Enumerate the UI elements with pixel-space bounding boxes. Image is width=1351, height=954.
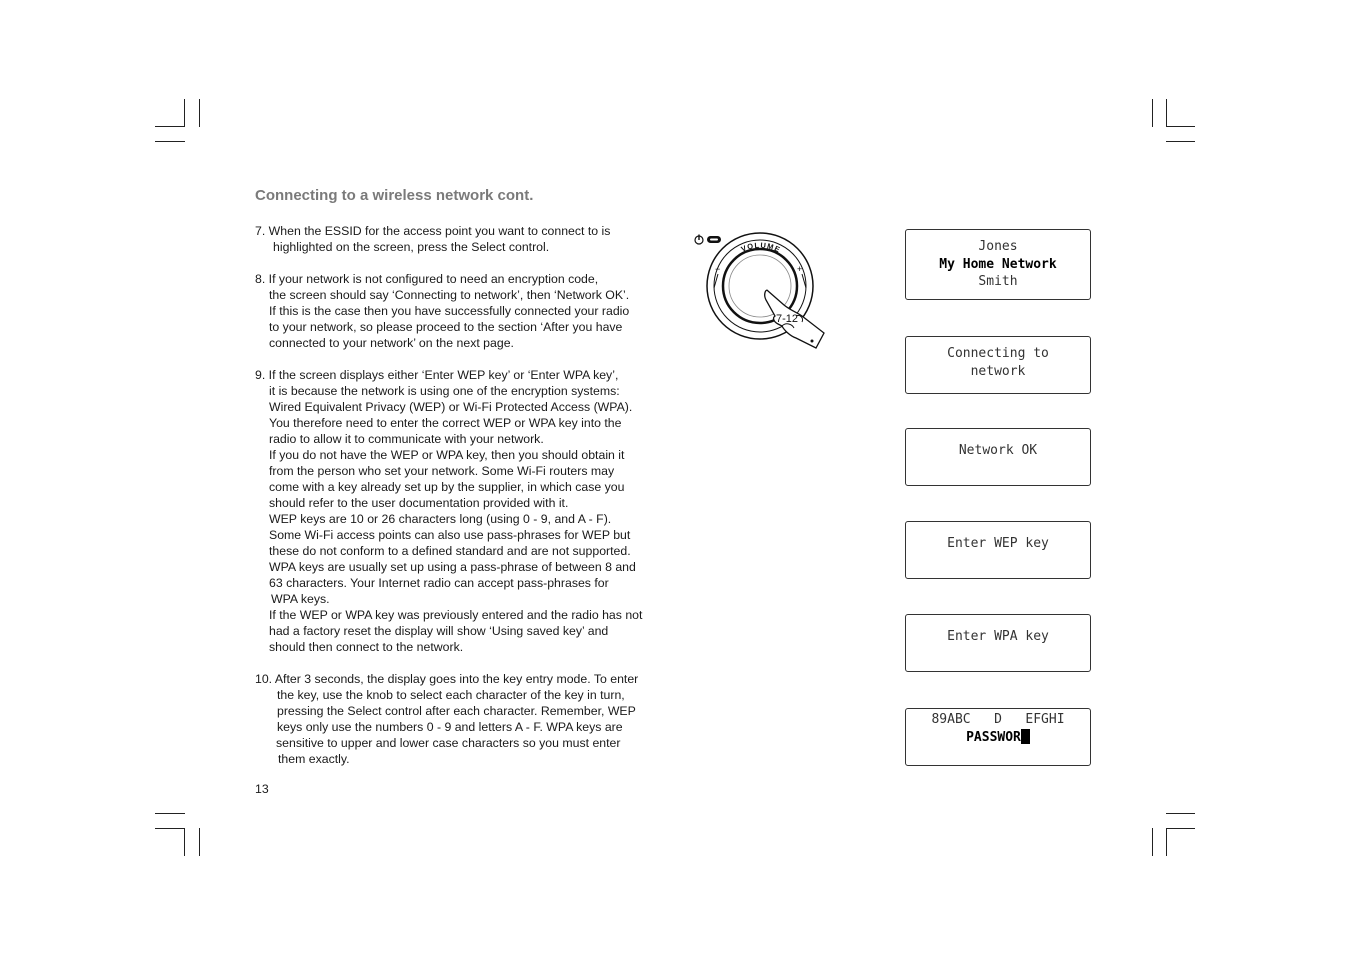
text-line: connected to your network’ on the next page. — [269, 336, 514, 350]
step-7 — [255, 223, 675, 255]
volume-plus-label: + — [797, 264, 803, 274]
page-number: 13 — [255, 782, 269, 796]
text-line: If the WEP or WPA key was previously entered and the radio has not — [269, 608, 643, 622]
text-line: Wired Equivalent Privacy (WEP) or Wi-Fi Protected Access (WPA). — [269, 400, 633, 414]
crop-mark — [1152, 99, 1153, 127]
text-line: If this is the case then you have successfully connected your radio — [269, 304, 630, 318]
text-line: to your network, so please proceed to the section ‘After you have — [269, 320, 623, 334]
crop-mark — [1152, 828, 1153, 856]
text-line: them exactly. — [278, 752, 350, 766]
lcd-key-entry-line — [906, 729, 1090, 747]
lcd-line: network — [970, 363, 1026, 379]
text-line: 10. After 3 seconds, the display goes into the key entry mode. To enter — [255, 672, 639, 686]
crop-mark — [1166, 828, 1167, 856]
lcd-character-selector: 89ABC D EFGHI — [931, 712, 1065, 727]
power-icon — [695, 235, 703, 245]
text-line: 9. If the screen displays either ‘Enter WEP key’ or ‘Enter WPA key’, — [255, 368, 619, 382]
crop-mark — [199, 828, 200, 856]
crop-mark — [155, 126, 185, 127]
text-line: the screen should say ‘Connecting to network’, then ‘Network OK’. — [269, 288, 630, 302]
text-line: should refer to the user documentation provided with it. — [269, 496, 569, 510]
text-line: If you do not have the WEP or WPA key, then you should obtain it — [269, 448, 625, 462]
crop-mark — [1166, 99, 1167, 127]
lcd-line: Jones — [978, 239, 1018, 254]
volume-label: VOLUME — [739, 240, 783, 255]
text-line: come with a key already set up by the supplier, in which case you — [269, 480, 625, 494]
text-line: sensitive to upper and lower case characters so you must enter — [276, 736, 621, 750]
step-reference-label: 7-12 — [776, 313, 799, 325]
step-8 — [255, 271, 675, 351]
lcd-entered-key: PASSWOR — [966, 729, 1021, 745]
crop-mark — [155, 141, 185, 142]
text-line: keys only use the numbers 0 - 9 and letters A - F. WPA keys are — [277, 720, 623, 734]
page-title: Connecting to a wireless network cont. — [255, 187, 534, 204]
text-cursor — [1021, 729, 1030, 744]
crop-mark — [155, 813, 185, 814]
text-line: should then connect to the network. — [269, 640, 464, 654]
text-line: 63 characters. Your Internet radio can accept pass-phrases for — [269, 576, 609, 590]
text-line: the key, use the knob to select each character of the key in turn, — [277, 688, 625, 702]
lcd-line: Enter WPA key — [947, 629, 1049, 644]
text-line: pressing the Select control after each character. Remember, WEP — [277, 704, 636, 718]
text-line: from the person who set your network. Some Wi-Fi routers may — [269, 464, 615, 478]
crop-mark — [1166, 828, 1195, 829]
text-line: had a factory reset the display will show ‘Using saved key’ and — [269, 624, 609, 638]
step-9 — [255, 367, 675, 655]
text-line: 7. When the ESSID for the access point you want to connect to is — [255, 224, 611, 238]
text-line: highlighted on the screen, press the Select control. — [273, 240, 550, 254]
text-line: these do not conform to a defined standard and are not supported. — [269, 544, 631, 558]
lcd-line: Network OK — [958, 443, 1038, 458]
lcd-line: Connecting to — [947, 346, 1049, 361]
crop-mark — [155, 828, 185, 829]
volume-minus-label: − — [715, 264, 721, 274]
lcd-display-enter-wep — [905, 521, 1091, 579]
crop-mark — [1166, 813, 1195, 814]
text-line: it is because the network is using one of the encryption systems: — [269, 384, 620, 398]
text-line: Some Wi-Fi access points can also use pass-phrases for WEP but — [269, 528, 631, 542]
text-line: WPA keys are usually set up using a pass-phrase of between 8 and — [269, 560, 636, 574]
text-line: radio to allow it to communicate with your network. — [269, 432, 544, 446]
crop-mark — [184, 828, 185, 856]
lcd-display-connecting — [905, 336, 1091, 394]
text-line: You therefore need to enter the correct WEP or WPA key into the — [269, 416, 622, 430]
lcd-line-highlighted: My Home Network — [939, 256, 1057, 272]
crop-mark — [199, 99, 200, 127]
text-line: WPA keys. — [271, 592, 330, 606]
instructions — [255, 223, 675, 783]
lcd-line: Smith — [978, 274, 1018, 289]
lcd-display-network-ok — [905, 428, 1091, 486]
text-line: WEP keys are 10 or 26 characters long (using 0 - 9, and A - F). — [269, 512, 612, 526]
text-line: 8. If your network is not configured to need an encryption code, — [255, 272, 599, 286]
crop-mark — [1166, 141, 1195, 142]
lcd-display-enter-wpa — [905, 614, 1091, 672]
crop-mark — [184, 99, 185, 127]
volume-knob-illustration — [688, 228, 833, 353]
crop-mark — [1166, 126, 1195, 127]
step-10 — [255, 671, 675, 767]
lcd-display-network-list — [905, 229, 1091, 300]
lcd-line: Enter WEP key — [947, 536, 1049, 551]
lcd-display-key-entry — [905, 708, 1091, 766]
